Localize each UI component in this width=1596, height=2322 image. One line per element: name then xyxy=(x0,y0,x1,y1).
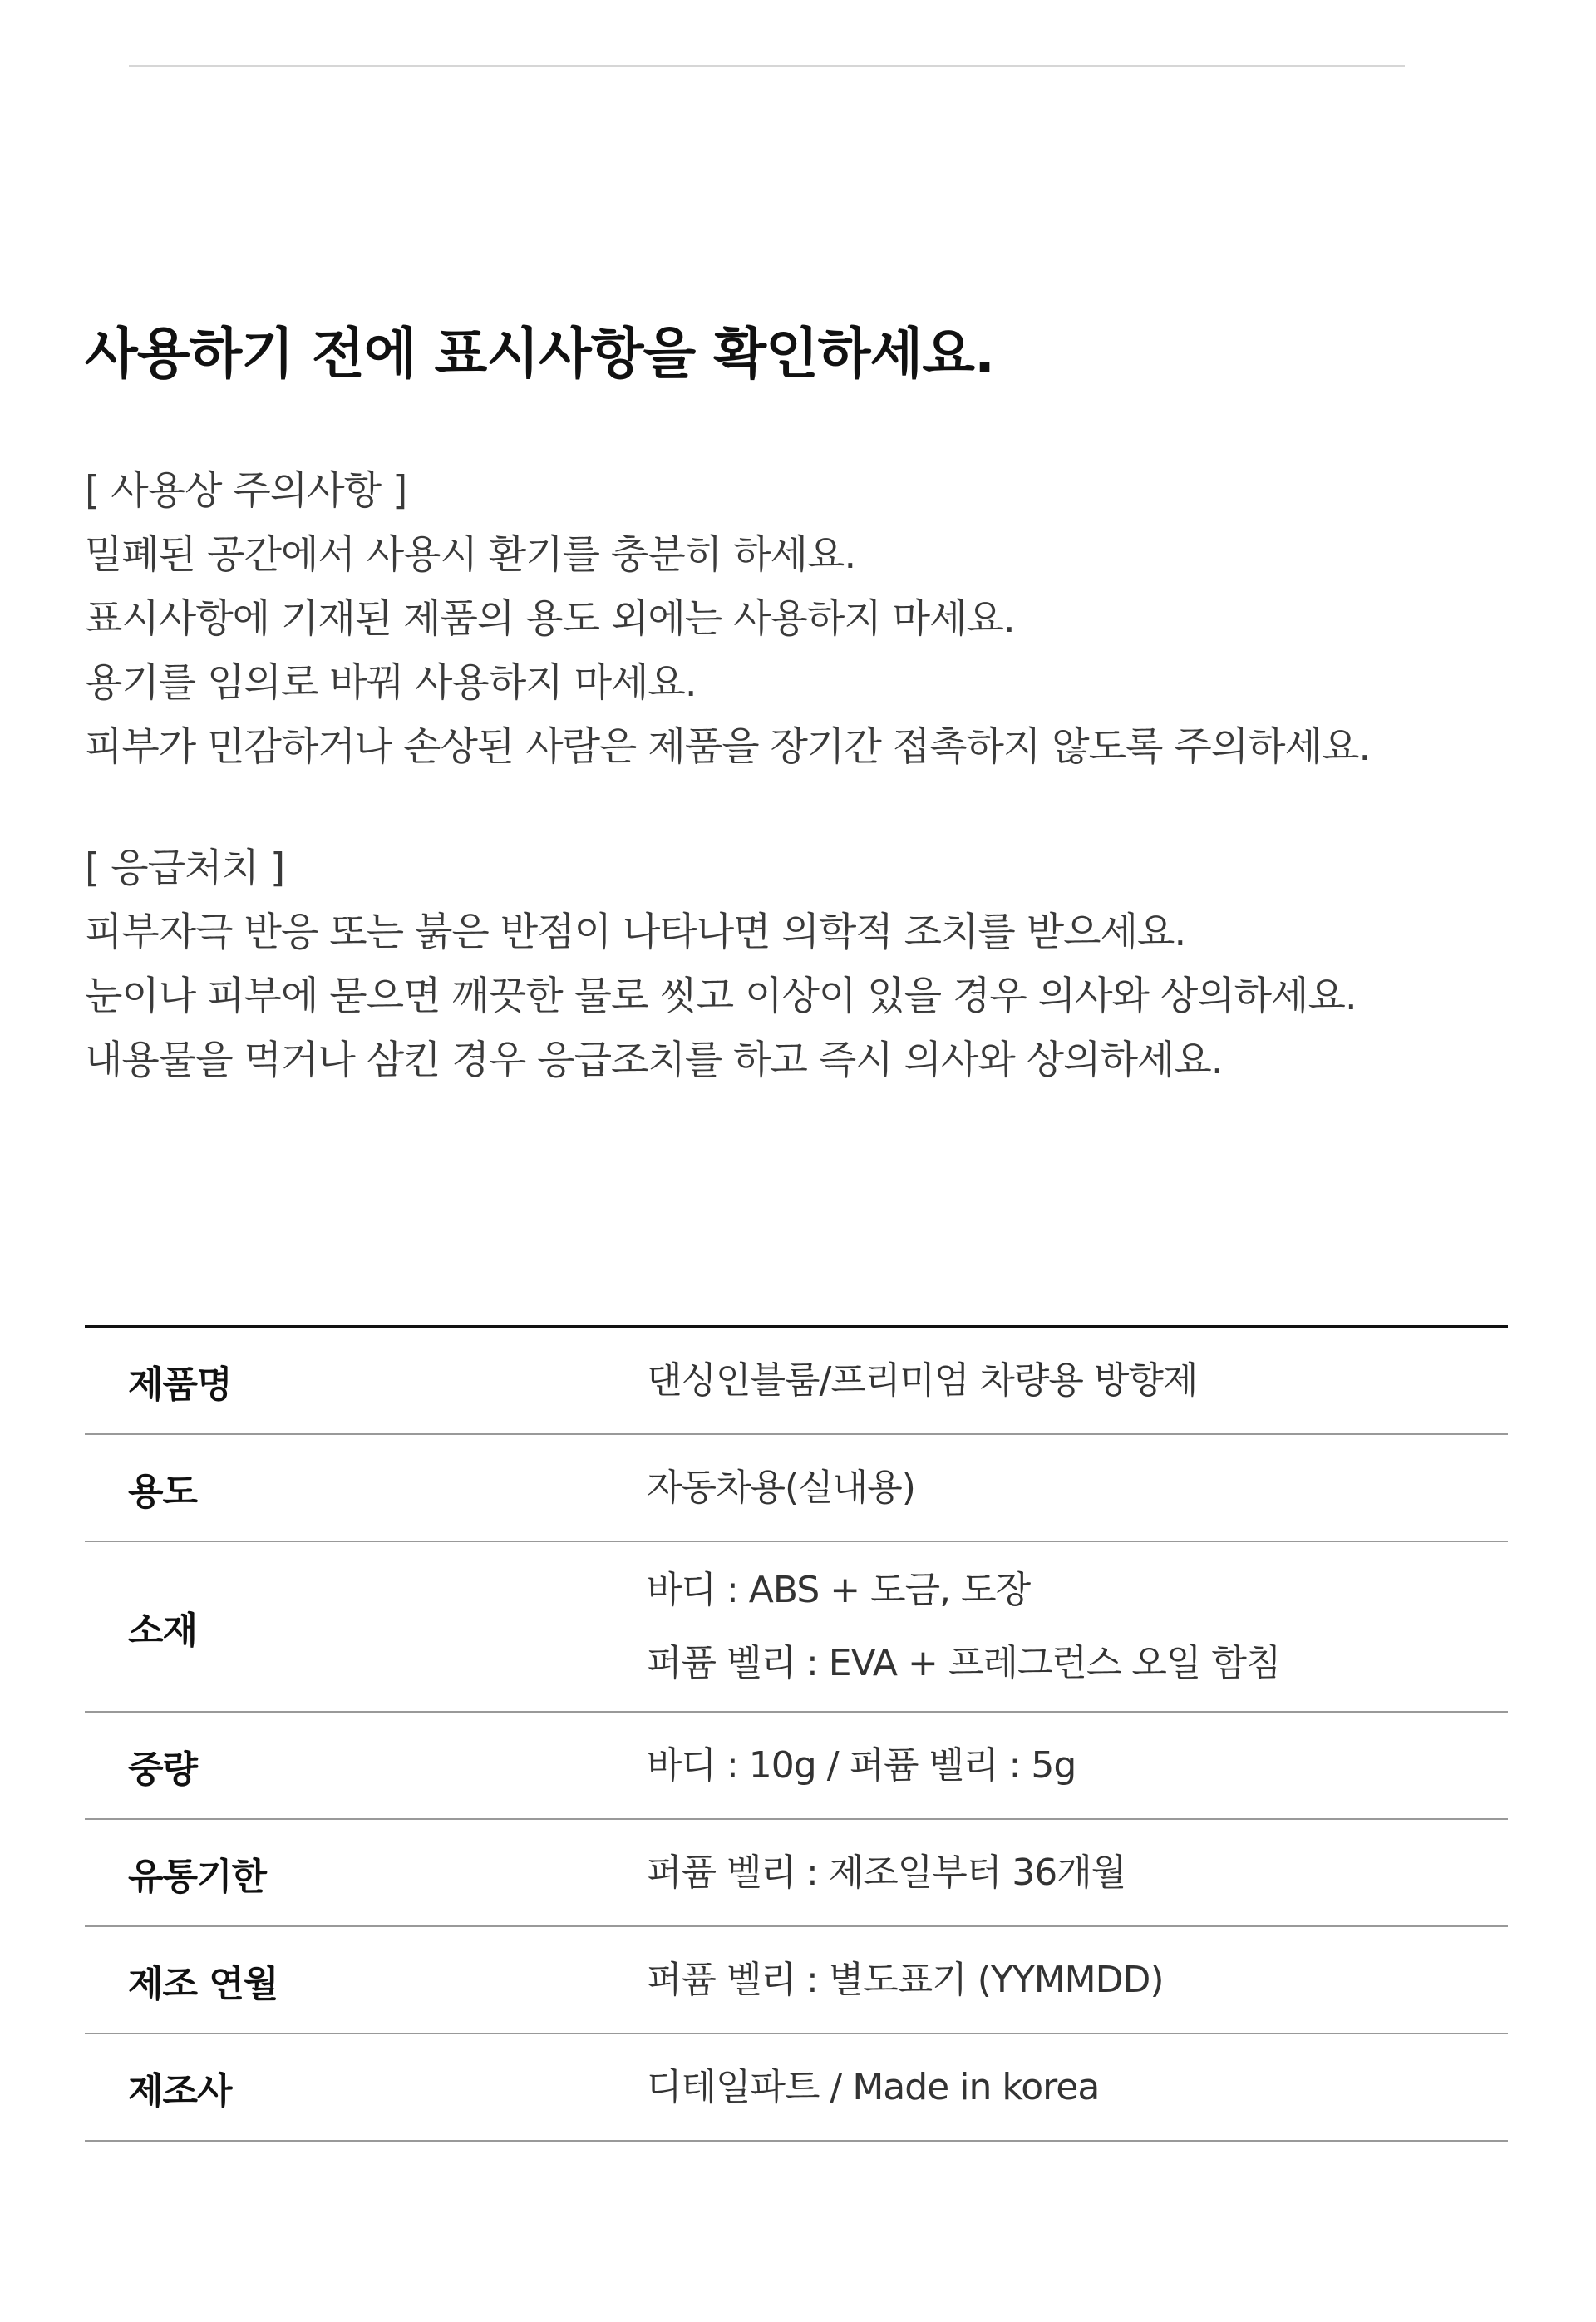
table-row xyxy=(85,1541,1508,1712)
spec-value-line: 댄싱인블룸/프리미엄 차량용 방향제 xyxy=(647,1358,1198,1402)
emergency-title: [ 응급처치 ] xyxy=(85,845,285,891)
caution-section xyxy=(85,459,1564,779)
caution-line: 표시사항에 기재된 제품의 용도 외에는 사용하지 마세요. xyxy=(85,596,1015,642)
spec-value-line: 자동차용(실내용) xyxy=(647,1466,915,1509)
table-row xyxy=(85,1712,1508,1819)
emergency-line: 내용물을 먹거나 삼킨 경우 응급조치를 하고 즉시 의사와 상의하세요. xyxy=(85,1038,1223,1083)
spec-label: 제조사 xyxy=(85,2034,647,2141)
top-divider xyxy=(129,65,1405,67)
spec-label: 용도 xyxy=(85,1434,647,1541)
spec-value xyxy=(647,1712,1508,1819)
product-spec-table xyxy=(85,1325,1508,2142)
spec-value xyxy=(647,1541,1508,1712)
table-row xyxy=(85,1819,1508,1926)
emergency-section xyxy=(85,836,1564,1092)
caution-line: 용기를 임의로 바꿔 사용하지 마세요. xyxy=(85,660,697,706)
spec-value-line: 퍼퓸 벨리 : 제조일부터 36개월 xyxy=(647,1851,1126,1894)
spec-value-line: 퍼퓸 벨리 : EVA + 프레그런스 오일 함침 xyxy=(647,1641,1281,1684)
spec-value-line: 바디 : 10g / 퍼퓸 벨리 : 5g xyxy=(647,1743,1076,1787)
caution-line: 밀폐된 공간에서 사용시 환기를 충분히 하세요. xyxy=(85,532,856,578)
spec-value xyxy=(647,1434,1508,1541)
table-row xyxy=(85,1434,1508,1541)
spec-value-line: 바디 : ABS + 도금, 도장 xyxy=(647,1568,1031,1611)
spec-value xyxy=(647,2034,1508,2141)
table-row xyxy=(85,2034,1508,2141)
caution-line: 피부가 민감하거나 손상된 사람은 제품을 장기간 접촉하지 않도록 주의하세요. xyxy=(85,724,1371,770)
spec-label: 유통기한 xyxy=(85,1819,647,1926)
table-row xyxy=(85,1327,1508,1435)
spec-value-line: 디테일파트 / Made in korea xyxy=(647,2065,1100,2108)
spec-label: 제품명 xyxy=(85,1327,647,1435)
spec-label: 소재 xyxy=(85,1541,647,1712)
spec-label: 제조 연월 xyxy=(85,1926,647,2034)
page-title: 사용하기 전에 표시사항을 확인하세요. xyxy=(85,322,995,386)
spec-value xyxy=(647,1819,1508,1926)
spec-value xyxy=(647,1327,1508,1435)
emergency-line: 피부자극 반응 또는 붉은 반점이 나타나면 의학적 조치를 받으세요. xyxy=(85,910,1186,955)
emergency-line: 눈이나 피부에 묻으면 깨끗한 물로 씻고 이상이 있을 경우 의사와 상의하세요. xyxy=(85,974,1357,1019)
spec-value xyxy=(647,1926,1508,2034)
table-row xyxy=(85,1926,1508,2034)
spec-label: 중량 xyxy=(85,1712,647,1819)
spec-value-line: 퍼퓸 벨리 : 별도표기 (YYMMDD) xyxy=(647,1958,1164,2001)
caution-title: [ 사용상 주의사항 ] xyxy=(85,468,407,514)
